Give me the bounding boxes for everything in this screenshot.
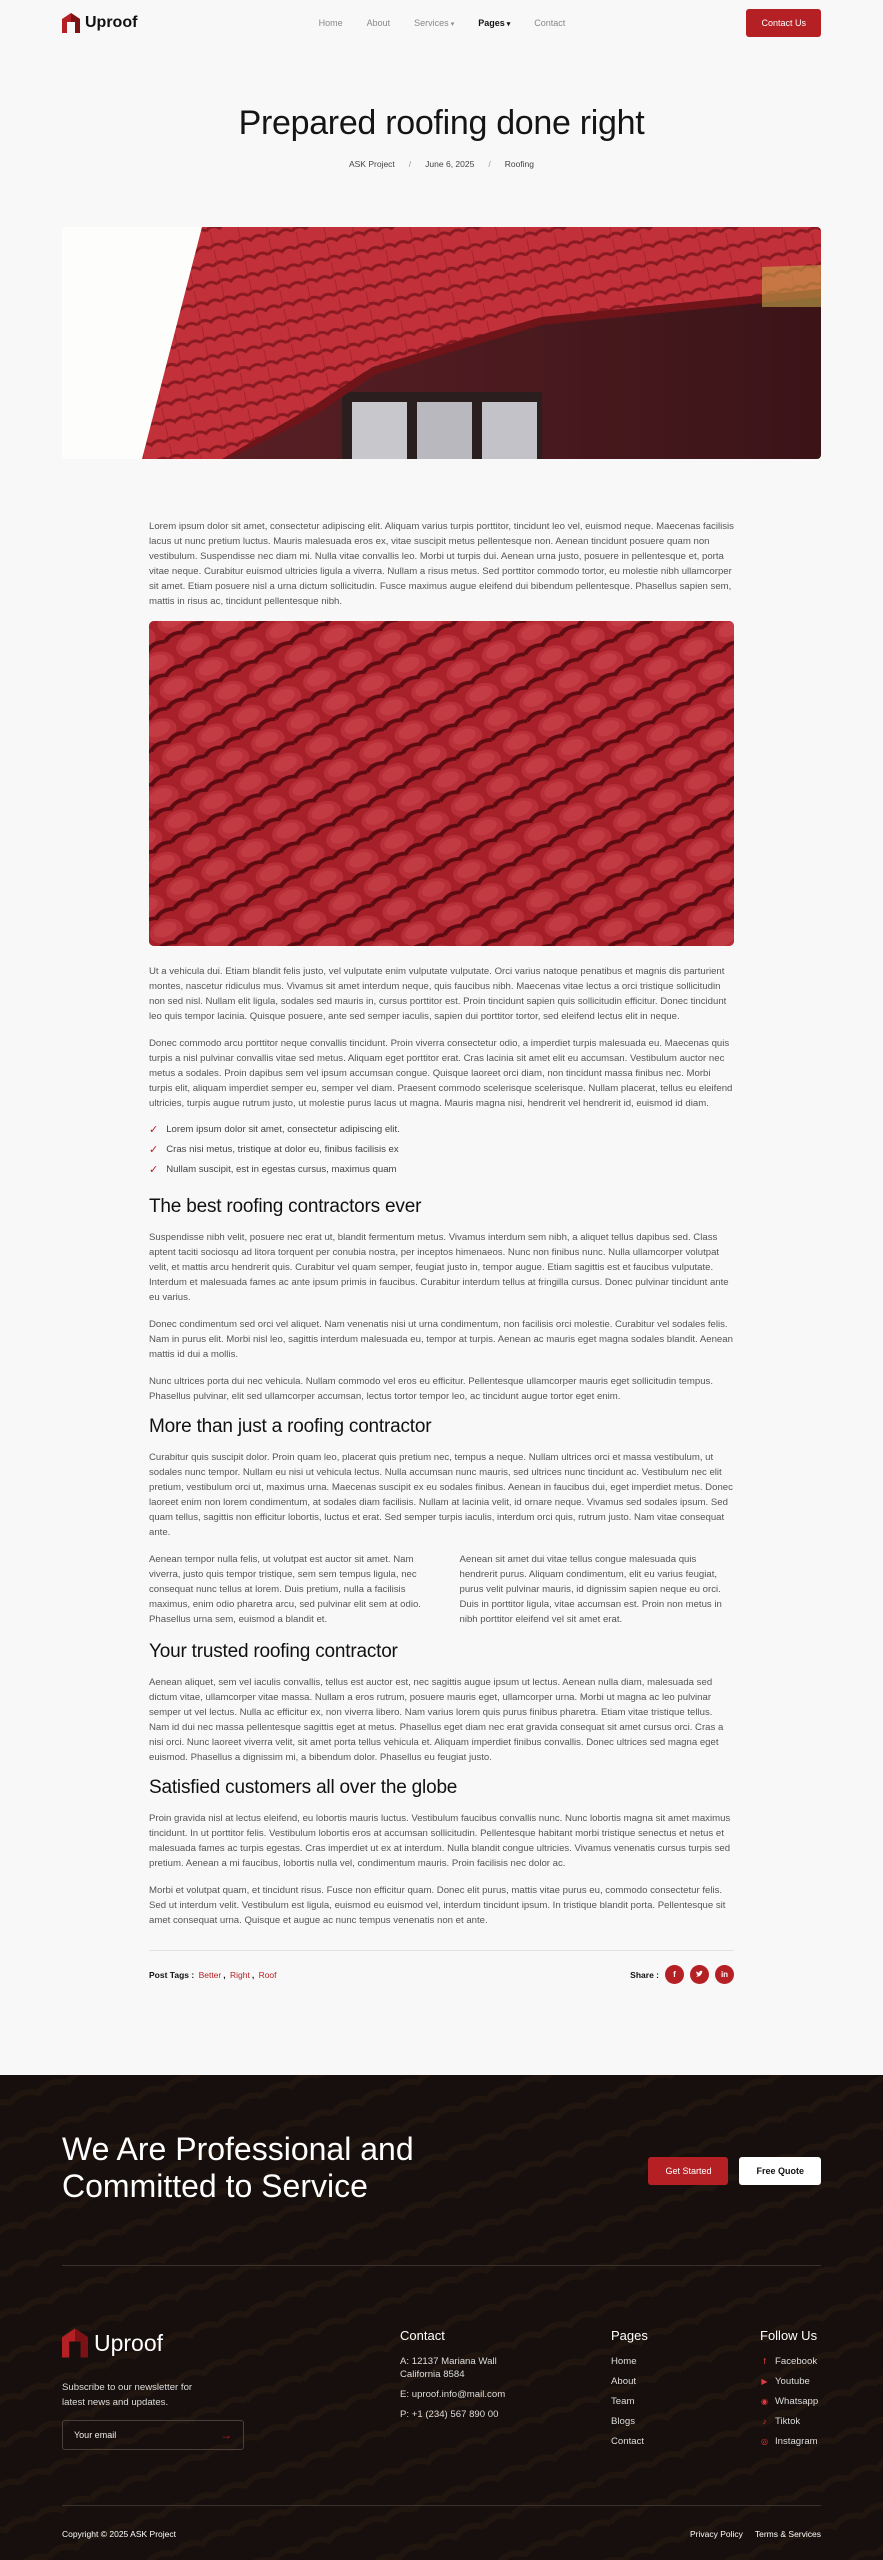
paragraph: Aenean aliquet, sem vel iaculis convallis, tellus est auctor est, nec sagittis augue ipsum ut lectus. Aenean nulla diam, malesuada sed dictum vitae, ullamcorper vitae massa. Nullam a eros rutrum, posuere mauris eget, ullamcorper urna. Morbi ut magna ac leo pulvinar semper ut vel lectus. Nulla ac efficitur ex, non viverra libero. Nam varius lorem quis purus finibus pharetra. Etiam vitae tristique tellus. Nam id dui nec massa pellentesque sagittis eget at metus. Phasellus eget diam nec erat gravida consequat sit amet cursus orci. Cras a nisi orci. Nunc laoreet viverra velit, sit amet porta tellus vehicula et. Aliquam imperdiet finibus convallis. Donec ultrices sed magna eget euismod. Phasellus a dignissim mi, a bibendum dolor. Phasellus eu feugiat justo. [149,1677,724,1763]
checklist-item [149,1143,734,1156]
footer-cta-heading [62,2131,414,2205]
social-label: Tiktok [775,2416,801,2427]
site-footer [0,2075,883,2560]
newsletter-line-2: latest news and updates. [62,2397,169,2408]
footer-link-blogs[interactable]: Blogs [611,2416,635,2427]
meta-separator: / [488,159,491,169]
share-bar [630,1965,734,1984]
nav-home[interactable]: Home [318,18,343,28]
tiktok-icon: ♪ [762,2417,767,2426]
chevron-down-icon: ▾ [450,21,455,28]
free-quote-button[interactable]: Free Quote [739,2157,821,2185]
footer-social [760,2328,818,2455]
paragraph: Curabitur quis suscipit dolor. Proin quam leo, placerat quis pretium nec, tempus a neque. Nullam ultrices orci et massa vestibulum, ut sodales nunc tempor. Nullam eu nisi ut vehicula lectus. Nulla accumsan nunc mauris, sed ultrices nunc tincidunt ac. Vestibulum nec elit pretium, vestibulum orci ut, maximus urna. Maecenas suscipit ex eu sodales finibus. Aenean in faucibus dui, eget imperdiet metus. Donec laoreet enim non lorem condimentum, at sodales diam facilisis. Nullam at lacinia velit, id ornare neque. Vivamus sed sodales ipsum. Sed quam tellus, sagittis non efficitur lobortis, luctus et erat. Sed semper turpis iaculis, interdum orci quis, rutrum justo. Nam vitae consequat ante. [149,1452,733,1538]
intro-paragraph: Lorem ipsum dolor sit amet, consectetur adipiscing elit. Aliquam varius turpis porttitor, tincidunt leo vel, euismod neque. Maecenas facilisis lacus ut nunc pretium luctus. Mauris malesuada eros ex, vitae suscipit metus pellentesque non. Aenean tincidunt posuere quam non vestibulum. Suspendisse nec diam mi. Nulla vitae convallis leo. Morbi ut turpis dui. Aenean urna justo, posuere in pellentesque et, porta vitae neque. Curabitur euismod ultricies ligula a viverra. Nullam a risus metus. Sed porttitor commodo tortor, eu molestie nibh ullamcorper sit amet. Etiam posuere nisl a urna dictum sollicitudin. Fusce maximus augue eleifend dui bibendum pellentesque. Phasellus sapien sem, mattis in risus ac, tincidunt pellentesque nibh. [149,521,734,607]
newsletter-email-input[interactable] [62,2420,244,2450]
post-meta [0,159,883,169]
share-label: Share : [630,1969,659,1980]
social-tiktok[interactable] [760,2415,818,2428]
paragraph: Morbi et volutpat quam, et tincidunt risus. Fusce non efficitur quam. Donec elit purus, mattis vitae purus eu, commodo consectetur felis. Sed ut interdum velit. Vestibulum est ligula, euismod eu euismod vel, interdum tincidunt ipsum. In tristique blandit porta. Pellentesque sit amet consequat urna. Quisque et augue ac nunc tempus venenatis non et ante. [149,1885,726,1926]
site-header [0,0,883,46]
two-column-text [149,1552,734,1627]
linkedin-icon[interactable]: in [715,1965,734,1984]
tag-link[interactable]: Roof [258,1969,277,1980]
logo-text: Uproof [85,14,138,31]
check-icon: ✓ [149,1124,159,1136]
tiles-closeup-image [149,621,734,946]
chevron-down-icon: ▾ [506,21,511,28]
nav-contact[interactable]: Contact [534,18,566,28]
social-youtube[interactable] [760,2375,818,2388]
column-right-paragraph: Aenean sit amet dui vitae tellus congue malesuada quis hendrerit purus. Aliquam condimentum, elit eu varius feugiat, purus velit pulvinar mauris, id dignissim sapien neque eu orci. Duis in porttitor ligula, vitae accumsan est. Proin non metus in nibh porttitor eleifend vel sit amet erat. [459,1554,722,1625]
nav-pages[interactable] [478,18,510,28]
address-line-2: California 8584 [400,2369,465,2380]
footer-heading: Follow Us [760,2328,818,2343]
legal-links [690,2529,821,2539]
facebook-icon[interactable]: f [665,1965,684,1984]
nav-services-label: Services [414,18,449,28]
social-label: Instagram [775,2436,818,2447]
contact-us-button[interactable]: Contact Us [746,9,821,37]
post-date: June 6, 2025 [425,159,475,169]
whatsapp-icon: ◉ [761,2397,768,2406]
checklist-item [149,1123,734,1136]
hero-roof-image [62,227,821,459]
footer-link-contact[interactable]: Contact [611,2436,645,2447]
nav-about[interactable]: About [366,18,391,28]
paragraph: Donec commodo arcu porttitor neque convallis tincidunt. Proin viverra consectetur odio, a imperdiet turpis malesuada eu. Maecenas quis turpis a nisl pulvinar convallis vitae sed metus. Aliquam eget porttitor erat. Cras lacinia sit amet elit eu accumsan. Vestibulum auctor nec metus a sodales. Proin dapibus sem vel ipsum accumsan congue. Quisque laoreet orci diam, non tincidunt massa finibus nec. Morbi turpis elit, aliquam imperdiet semper eu, semper vel diam. Praesent commodo scelerisque scelerisque. Nullam placerat, tellus eu eleifend ultricies, turpis augue rutrum justo, ut molestie purus lacus ut magna. Mauris magna nisi, hendrerit vel hendrerit id, euismod id diam. [149,1038,733,1109]
privacy-policy-link[interactable]: Privacy Policy [689,2529,743,2539]
contact-address [400,2355,505,2381]
checklist-text: Cras nisi metus, tristique at dolor eu, finibus facilisis ex [166,1144,399,1155]
instagram-icon: ◎ [761,2437,768,2446]
terms-link[interactable]: Terms & Services [754,2529,821,2539]
checklist-item [149,1163,734,1176]
address-line-1: A: 12137 Mariana Wall [400,2356,497,2367]
meta-separator: / [408,159,412,169]
divider [62,2505,821,2506]
newsletter-line-1: Subscribe to our newsletter for [62,2382,193,2393]
contact-phone[interactable]: P: +1 (234) 567 890 00 [400,2409,499,2420]
arrow-right-icon[interactable]: → [220,2428,232,2442]
logo-mark-icon [62,2328,88,2358]
paragraph: Proin gravida nisl at lectus eleifend, eu lobortis mauris luctus. Vestibulum faucibus convallis nunc. Nunc lobortis magna sit amet maximus tincidunt. In ut porttitor felis. Vestibulum lobortis eros at accumsan sollicitudin. Pellentesque habitant morbi tristique senectus et netus et malesuada fames ac turpis egestas. Cras imperdiet ut ex at interdum. Nulla blandit congue ultricies. Vivamus venenatis cursus turpis sed pretium. Aenean a mi faucibus, lobortis nulla vel, condimentum mauris. Proin facilisis nec dolor ac. [149,1813,731,1869]
nav-pages-label: Pages [478,18,505,28]
page-title: Prepared roofing done right [238,104,645,142]
column-left-paragraph: Aenean tempor nulla felis, ut volutpat est auctor sit amet. Nam viverra, justo quis tempor tristique, sem sem tempus ligula, nec consequat nunc tellus at lorem. Duis pretium, nulla a facilisis maximus, enim odio pharetra arcu, sed pulvinar elit sem at odio. Phasellus urna sem, euismod a blandit et. [149,1554,421,1625]
main-nav [319,18,566,28]
post-tags: Post Tags : Better , Right , Roof [149,1969,277,1980]
paragraph: Suspendisse nibh velit, posuere nec erat ut, blandit fermentum metus. Vivamus interdum sem nibh, a aliquet tellus dapibus sed. Class aptent taciti sociosqu ad litora torquent per conubia nostra, per inceptos himenaeos. Nunc non finibus nunc. Nulla ullamcorper volutpat velit, et mattis arcu hendrerit quis. Curabitur vel quam semper, feugiat justo in, tempor augue. Etiam sagittis est et faucibus vulputate. Interdum et malesuada fames ac ante ipsum primis in faucibus. Curabitur interdum tellus at fringilla cursus. Donec pulvinar tincidunt ante eu varius. [149,1232,729,1303]
divider [62,2265,821,2266]
contact-email[interactable]: E: uproof.info@mail.com [400,2389,506,2400]
newsletter-text [62,2380,242,2410]
post-footer [149,1950,734,1984]
section-heading: More than just a roofing contractor [149,1416,432,1437]
check-icon: ✓ [149,1144,159,1156]
logo[interactable] [62,13,137,33]
checklist-text: Nullam suscipit, est in egestas cursus, maximus quam [166,1164,397,1175]
footer-heading: Pages [611,2328,648,2343]
post-category[interactable]: Roofing [504,159,535,169]
twitter-icon[interactable] [690,1965,709,1984]
paragraph: Nunc ultrices porta dui nec vehicula. Nullam commodo vel eros eu efficitur. Pellentesque ullamcorper mauris eget sollicitudin tempus. Phasellus pulvinar, elit sed ullamcorper accumsan, lectus tortor tempor leo, ac tincidunt augue tortor eget enim. [149,1376,713,1402]
footer-heading: Contact [400,2328,445,2343]
section-heading: The best roofing contractors ever [149,1196,422,1217]
youtube-icon: ▶ [761,2377,768,2386]
checklist-text: Lorem ipsum dolor sit amet, consectetur adipiscing elit. [166,1124,400,1135]
footer-logo[interactable] [62,2328,163,2358]
section-heading: Your trusted roofing contractor [149,1641,398,1662]
footer-pages [611,2328,648,2455]
social-label: Youtube [775,2376,810,2387]
cta-line-2: Committed to Service [62,2168,368,2204]
paragraph: Donec condimentum sed orci vel aliquet. Nam venenatis nisi ut urna condimentum, non facilisis orci molestie. Curabitur vel sodales felis. Nam in purus elit. Morbi nisl leo, sagittis interdum malesuada eu, tempor at turpis. Aenean ac mauris eget magna sodales blandit. Aenean mattis id dui a mollis. [149,1319,733,1360]
social-label: Facebook [775,2356,818,2367]
logo-mark-icon [62,13,80,33]
paragraph: Ut a vehicula dui. Etiam blandit felis justo, vel vulputate enim vulputate vulputate. Orci varius natoque penatibus et magnis dis parturient montes, nascetur ridiculus mus. Vivamus sit amet interdum neque, quis faucibus nibh. Maecenas vitae lectus a orci tristique sollicitudin non sed nisl. Nullam elit ligula, sodales sed mauris in, cursus porttitor est. Proin tincidunt sapien quis sollicitudin efficitur. Donec tincidunt leo quis tempor lacinia. Quisque posuere, ante sed semper iaculis, sapien dui porttitor tortor, sed eleifend lectus elit in neque. [149,966,727,1022]
nav-services[interactable] [414,18,454,28]
copyright: Copyright © 2025 ASK Project [62,2529,176,2539]
checklist [149,1123,734,1176]
footer-logo-text: Uproof [94,2329,164,2356]
social-instagram[interactable] [760,2435,818,2448]
footer-contact [400,2328,505,2428]
tiles-illustration [149,621,734,946]
social-label: Whatsapp [775,2396,819,2407]
footer-link-about[interactable]: About [611,2376,637,2387]
tag-link[interactable]: Better [198,1969,222,1980]
email-placeholder: Your email [74,2430,117,2440]
get-started-button[interactable]: Get Started [648,2157,728,2185]
cta-line-1: We Are Professional and [62,2131,414,2167]
footer-link-home[interactable]: Home [611,2356,637,2367]
footer-link-team[interactable]: Team [611,2396,635,2407]
check-icon: ✓ [149,1164,159,1176]
cta-buttons [648,2157,821,2185]
facebook-icon: f [763,2357,766,2366]
article-body [149,459,734,1984]
window [342,392,542,459]
roof-illustration [62,227,821,459]
social-whatsapp[interactable] [760,2395,818,2408]
post-author[interactable]: ASK Project [348,159,395,169]
tags-label: Post Tags : [149,1969,195,1980]
social-facebook[interactable] [760,2355,818,2368]
section-heading: Satisfied customers all over the globe [149,1777,458,1798]
tag-link[interactable]: Right [229,1969,250,1980]
